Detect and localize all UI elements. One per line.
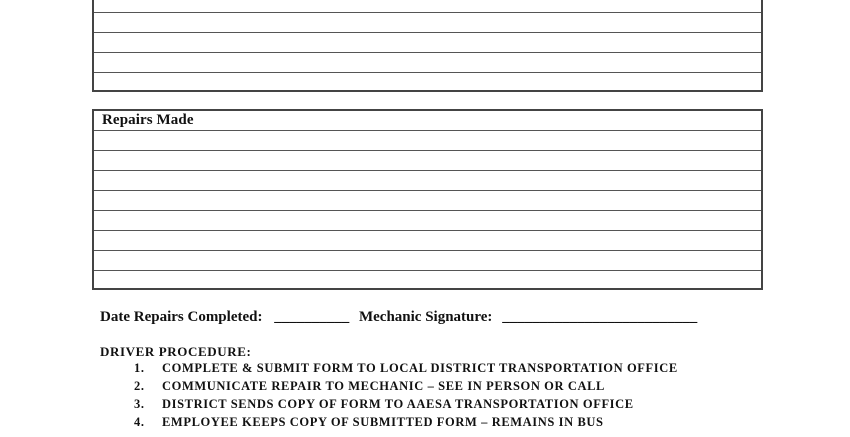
repairs-made-title: Repairs Made bbox=[102, 112, 194, 128]
previous-line-4[interactable] bbox=[94, 53, 761, 72]
step-text: COMPLETE & SUBMIT FORM TO LOCAL DISTRICT TRANSPORTATION OFFICE bbox=[162, 361, 678, 375]
repairs-line-4[interactable] bbox=[94, 191, 761, 210]
repairs-line-6[interactable] bbox=[94, 231, 761, 250]
step-text: DISTRICT SENDS COPY OF FORM TO AAESA TRANSPORTATION OFFICE bbox=[162, 397, 634, 411]
mechanic-signature-field[interactable]: __________________________ bbox=[502, 309, 698, 325]
driver-procedure-heading: DRIVER PROCEDURE: bbox=[100, 344, 252, 359]
repairs-line-2[interactable] bbox=[94, 151, 761, 170]
previous-line-3[interactable] bbox=[94, 33, 761, 52]
procedure-step bbox=[134, 379, 678, 397]
previous-line-5[interactable] bbox=[94, 73, 761, 92]
previous-section-box bbox=[92, 0, 763, 92]
repairs-line-8[interactable] bbox=[94, 271, 761, 290]
step-text: EMPLOYEE KEEPS COPY OF SUBMITTED FORM – REMAINS IN BUS bbox=[162, 415, 604, 429]
procedure-step bbox=[134, 361, 678, 379]
date-completed-label: Date Repairs Completed: bbox=[100, 309, 263, 325]
procedure-step bbox=[134, 415, 678, 433]
repairs-line-3[interactable] bbox=[94, 171, 761, 190]
repairs-line-7[interactable] bbox=[94, 251, 761, 270]
driver-procedure-list bbox=[134, 361, 678, 433]
date-completed-field[interactable]: __________ bbox=[274, 309, 350, 325]
repairs-line-1[interactable] bbox=[94, 131, 761, 150]
step-text: COMMUNICATE REPAIR TO MECHANIC – SEE IN PERSON OR CALL bbox=[162, 379, 605, 393]
repairs-line-5[interactable] bbox=[94, 211, 761, 230]
step-number: 3. bbox=[134, 397, 145, 411]
signoff-line bbox=[100, 309, 697, 326]
step-number: 4. bbox=[134, 415, 145, 429]
step-number: 1. bbox=[134, 361, 145, 375]
procedure-step bbox=[134, 397, 678, 415]
step-number: 2. bbox=[134, 379, 145, 393]
repairs-made-box bbox=[92, 109, 763, 290]
mechanic-signature-label: Mechanic Signature: bbox=[358, 309, 493, 325]
previous-line-2[interactable] bbox=[94, 13, 761, 32]
